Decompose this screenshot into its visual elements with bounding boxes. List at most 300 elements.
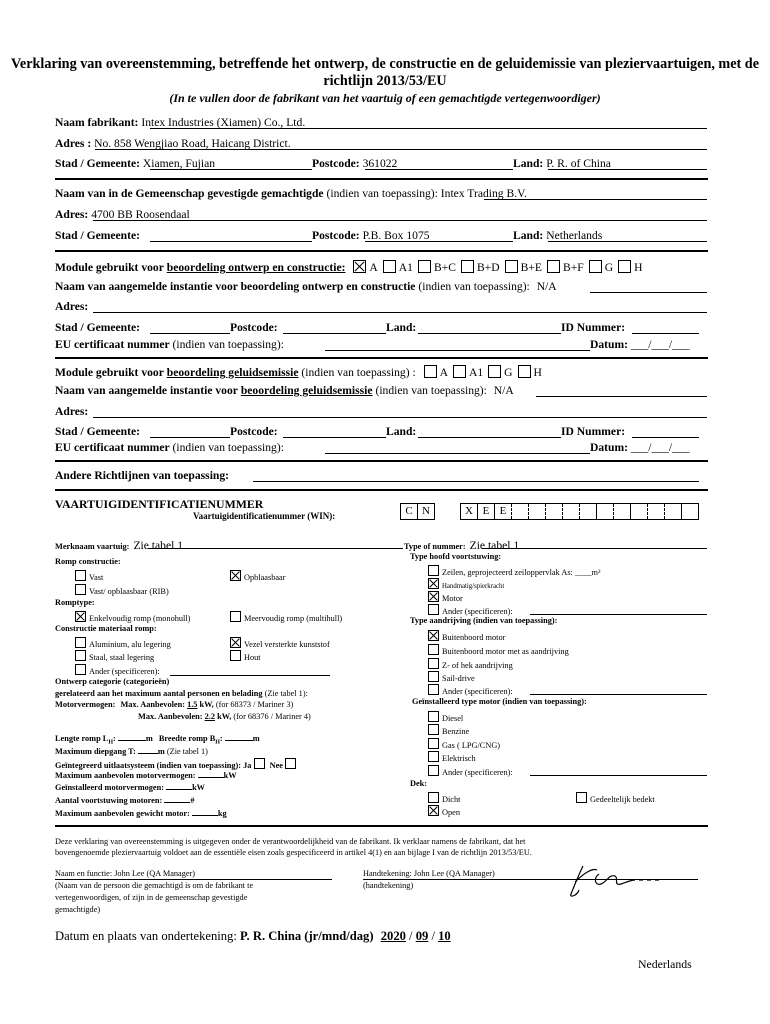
option-label: Handmatig/spierkracht	[442, 583, 505, 590]
representative-address-value[interactable]: 4700 BB Roosendaal	[91, 208, 190, 221]
noise-body-label-u: beoordeling geluidsemissie	[240, 384, 373, 397]
section-rule	[55, 178, 708, 180]
noise-date-value[interactable]: ___/___/___	[630, 441, 690, 454]
option-label: Vast/ opblaasbaar (RIB)	[89, 587, 169, 596]
num-engines-row	[55, 796, 194, 805]
section-rule	[55, 825, 708, 827]
checkbox[interactable]	[428, 604, 439, 615]
manufacturer-country-value[interactable]: P. R. of China	[546, 157, 611, 170]
noise-module-option-label: A	[439, 366, 448, 379]
option-label: Ander (specificeren):	[442, 607, 513, 616]
checkbox-checked[interactable]	[230, 637, 241, 648]
date-month[interactable]: 09	[415, 929, 429, 943]
representative-postcode-value[interactable]: P.B. Box 1075	[362, 229, 430, 242]
noise-id-label: ID Nummer:	[561, 425, 626, 438]
representative-city-row	[55, 229, 140, 242]
win-char[interactable]: E	[495, 504, 512, 519]
noise-cert-row	[55, 441, 284, 454]
noise-country-line	[418, 437, 561, 438]
engine-1-note: (for 68373 / Mariner 3)	[215, 700, 294, 709]
option-label: Gas ( LPG/CNG)	[442, 741, 501, 750]
date-day[interactable]: 10	[438, 929, 451, 943]
noise-module-row	[55, 365, 542, 379]
manufacturer-name-value[interactable]: Intex Industries (Xiamen) Co., Ltd.	[141, 116, 306, 129]
engine-2-unit: kW,	[217, 712, 232, 721]
checkbox[interactable]	[428, 565, 439, 576]
noise-body-label: Naam van aangemelde instantie voor	[55, 384, 238, 397]
design-module-option	[500, 261, 542, 274]
installed-engine-input[interactable]	[166, 789, 192, 790]
checkbox[interactable]	[428, 671, 439, 682]
other-directives-line	[253, 481, 699, 482]
checkbox-checked[interactable]	[230, 570, 241, 581]
material-label: Constructie materiaal romp:	[55, 624, 157, 633]
manufacturer-name-label: Naam fabrikant:	[55, 116, 139, 129]
declaration-line-1: Deze verklaring van overeenstemming is uitgegeven onder de verantwoordelijkheid van de fabrikant. Ik verklaar namens de fabrikant, dat het	[55, 837, 526, 846]
checkbox-checked[interactable]	[353, 260, 366, 273]
exhaust-label: Geïntegreerd uitlaatsysteem (indien van toepassing): Ja	[55, 761, 252, 770]
manufacturer-postcode-line	[365, 169, 513, 170]
date-place-label: Datum en plaats van ondertekening:	[55, 929, 237, 943]
design-body-label: Naam van aangemelde instantie voor beoordeling ontwerp en constructie	[55, 280, 416, 293]
win-char-empty[interactable]	[546, 504, 563, 519]
engine-2-value[interactable]: 2.2	[204, 712, 215, 721]
hull-type-mono	[75, 611, 190, 623]
option-label: Ander (specificeren):	[442, 768, 513, 777]
design-body-line	[590, 292, 707, 293]
win-char[interactable]: N	[422, 505, 430, 517]
option-label: Z- of hek aandrijving	[442, 661, 513, 670]
option-label: Hout	[244, 653, 261, 662]
checkbox[interactable]	[75, 570, 86, 581]
max-weight-label: Maximum aanbevolen gewicht motor:	[55, 809, 190, 818]
deck-open	[428, 805, 460, 817]
engine-diesel	[428, 711, 463, 723]
hull-option-rib	[75, 584, 169, 596]
drive-type-label: Type aandrijving (indien van toepassing):	[410, 616, 558, 625]
design-body-row	[55, 280, 557, 293]
win-char-empty[interactable]	[665, 504, 682, 519]
option-label: Benzine	[442, 727, 470, 736]
checkbox-checked[interactable]	[75, 611, 86, 622]
noise-id-line	[632, 437, 699, 438]
option-label: Ander (specificeren):	[89, 667, 160, 676]
option-label: Vast	[89, 573, 104, 582]
section-rule	[55, 250, 708, 252]
checkbox[interactable]	[576, 792, 587, 803]
design-module-option	[456, 261, 500, 274]
design-cert-line	[325, 350, 590, 351]
design-address-row	[55, 300, 88, 313]
design-module-label: Module gebruikt voor	[55, 261, 164, 274]
installed-engine-label: Geïnstalleerd motorvermogen:	[55, 783, 164, 792]
representative-city-label: Stad / Gemeente:	[55, 229, 141, 242]
manufacturer-address-label: Adres :	[55, 137, 92, 150]
max-persons-label: gerelateerd aan het maximum aantal personen en belading	[55, 689, 263, 698]
num-engines-input[interactable]	[164, 802, 190, 803]
language-label: Nederlands	[638, 957, 692, 971]
checkbox[interactable]	[461, 260, 474, 273]
propulsion-manual	[428, 578, 504, 590]
design-module-options	[348, 261, 642, 274]
beam-input[interactable]	[225, 740, 253, 741]
option-label: Buitenboord motor	[442, 633, 506, 642]
win-char-empty[interactable]	[529, 504, 546, 519]
material-other-line	[170, 675, 330, 676]
propulsion-motor	[428, 591, 463, 603]
noise-date-row	[590, 441, 690, 454]
length-sub: H	[108, 739, 113, 746]
brand-label: Merknaam vaartuig:	[55, 542, 130, 551]
max-weight-row	[55, 809, 227, 818]
material-steel	[75, 650, 154, 662]
design-module-option-label: H	[634, 261, 643, 274]
draught-row	[55, 747, 208, 756]
section-rule	[55, 460, 708, 462]
length-input[interactable]	[118, 740, 146, 741]
checkbox[interactable]	[428, 751, 439, 762]
noise-module-option-label: G	[504, 366, 513, 379]
propulsion-other-line	[530, 614, 707, 615]
option-label: Aluminium, alu legering	[89, 640, 171, 649]
material-fibre	[230, 637, 330, 649]
win-char-empty[interactable]	[614, 504, 631, 519]
noise-module-label-u: beoordeling geluidsemissie	[166, 366, 299, 379]
checkbox[interactable]	[428, 724, 439, 735]
max-persons-row	[55, 689, 308, 698]
checkbox[interactable]	[428, 658, 439, 669]
checkbox[interactable]	[383, 260, 396, 273]
noise-cert-line	[325, 453, 590, 454]
win-subtitle: Vaartuigidentificatienummer (WIN):	[193, 511, 336, 521]
design-module-option	[348, 261, 377, 274]
document-subtitle: (In te vullen door de fabrikant van het vaartuig of een gemachtigde vertegenwoordiger)	[169, 91, 601, 105]
win-title: VAARTUIGIDENTIFICATIENUMMER	[55, 497, 264, 511]
noise-module-option	[483, 366, 512, 379]
deck-closed	[428, 792, 460, 804]
noise-address-label: Adres:	[55, 405, 89, 418]
checkbox[interactable]	[428, 792, 439, 803]
engine-1-label: Max. Aanbevolen:	[120, 700, 185, 709]
noise-postcode-line	[283, 437, 386, 438]
checkbox[interactable]	[230, 650, 241, 661]
checkbox[interactable]	[424, 365, 437, 378]
noise-city-row	[55, 425, 140, 438]
win-char-empty[interactable]	[682, 504, 698, 519]
design-postcode-label: Postcode:	[230, 321, 278, 334]
max-engine-input[interactable]	[198, 777, 224, 778]
option-label: Meervoudig romp (multihull)	[244, 614, 343, 623]
hull-type-multi	[230, 611, 342, 623]
representative-name-note: (indien van toepassing):	[326, 187, 438, 200]
noise-module-option-label: A1	[469, 366, 484, 379]
engine-label: Motorvermogen:	[55, 700, 116, 709]
noise-date-label: Datum:	[590, 441, 628, 454]
propulsion-sail	[428, 565, 600, 577]
signatory-note-3: gemachtigde)	[55, 905, 101, 914]
win-char-empty[interactable]	[512, 504, 529, 519]
noise-body-value[interactable]: N/A	[493, 384, 514, 397]
design-module-option-label: B+D	[476, 261, 500, 274]
option-label: Dicht	[442, 795, 461, 804]
manufacturer-country-line	[548, 169, 707, 170]
engine-row-1	[55, 700, 293, 709]
engine-type-label: Geïnstalleerd type motor (indien van toepassing):	[412, 697, 587, 706]
checkbox-checked[interactable]	[428, 591, 439, 602]
noise-cert-note: (indien van toepassing):	[172, 441, 284, 454]
checkbox[interactable]	[488, 365, 501, 378]
win-char-empty[interactable]	[631, 504, 648, 519]
win-char-empty[interactable]	[648, 504, 665, 519]
draught-note: (Zie tabel 1)	[166, 747, 208, 756]
design-module-option-label: B+F	[562, 261, 584, 274]
noise-postcode-label: Postcode:	[230, 425, 278, 438]
representative-country-value[interactable]: Netherlands	[546, 229, 603, 242]
section-rule	[55, 489, 708, 491]
hull-option-inflatable	[230, 570, 285, 582]
deck-label: Dek:	[410, 779, 428, 788]
exhaust-row	[55, 758, 299, 770]
design-module-option-label: A1	[398, 261, 413, 274]
representative-postcode-label: Postcode:	[312, 229, 360, 242]
design-module-option	[542, 261, 584, 274]
draught-input[interactable]	[138, 753, 158, 754]
noise-address-row	[55, 405, 88, 418]
win-char[interactable]: X	[461, 504, 478, 519]
design-address-label: Adres:	[55, 300, 89, 313]
checkbox-checked[interactable]	[428, 578, 439, 589]
option-label: Motor	[442, 594, 463, 603]
option-label: Sail-drive	[442, 674, 475, 683]
option-label: Gedeeltelijk bedekt	[590, 795, 655, 804]
brand-value[interactable]: Zie tabel 1	[133, 539, 184, 552]
checkbox[interactable]	[75, 664, 86, 675]
installed-engine-unit: kW	[192, 783, 205, 792]
design-cert-note: (indien van toepassing):	[172, 338, 284, 351]
material-other	[75, 664, 160, 676]
noise-module-option	[513, 366, 542, 379]
design-city-label: Stad / Gemeente:	[55, 321, 141, 334]
checkbox[interactable]	[75, 650, 86, 661]
signatory-name-line[interactable]: Naam en functie: John Lee (QA Manager)	[55, 869, 196, 878]
design-city-row	[55, 321, 140, 334]
win-char-empty[interactable]	[563, 504, 580, 519]
design-module-option-label: G	[604, 261, 614, 274]
drive-sail	[428, 671, 475, 683]
deck-partial	[576, 792, 655, 804]
engine-2-label: Max. Aanbevolen:	[138, 712, 203, 721]
max-persons-note: (Zie tabel 1):	[264, 689, 308, 698]
noise-country-label: Land:	[386, 425, 417, 438]
noise-body-note: (indien van toepassing):	[375, 384, 487, 397]
option-label: Zeilen, geprojecteerd zeiloppervlak As: ____m²	[442, 568, 601, 577]
manufacturer-city-line	[150, 169, 312, 170]
brand-line	[148, 548, 403, 549]
design-cert-row	[55, 338, 284, 351]
design-module-option	[584, 261, 613, 274]
installed-engine-row	[55, 783, 205, 792]
manufacturer-address-value[interactable]: No. 858 Wengjiao Road, Haicang District.	[94, 137, 291, 150]
other-directives-label: Andere Richtlijnen van toepassing:	[55, 469, 230, 482]
date-year[interactable]: 2020	[380, 929, 406, 943]
engine-1-unit: kW,	[199, 700, 214, 709]
design-module-option	[613, 261, 642, 274]
length-label: Lengte romp L	[55, 734, 109, 743]
win-char-empty[interactable]	[580, 504, 597, 519]
noise-module-note: (indien van toepassing) :	[301, 366, 416, 379]
date-place-place: P. R. China (jr/mnd/dag)	[240, 929, 374, 943]
checkbox[interactable]	[418, 260, 431, 273]
design-date-row	[590, 338, 690, 351]
engine-other	[428, 765, 513, 777]
representative-name-row	[55, 187, 527, 200]
signatory-name-rule	[55, 879, 332, 880]
manufacturer-address-line	[95, 149, 707, 150]
win-char-empty[interactable]	[597, 504, 614, 519]
material-aluminium	[75, 637, 171, 649]
engine-other-line	[530, 775, 707, 776]
checkbox[interactable]	[75, 584, 86, 595]
option-label: Elektrisch	[442, 754, 476, 763]
design-body-note: (indien van toepassing):	[418, 280, 530, 293]
design-address-line	[93, 312, 707, 313]
engine-1-value[interactable]: 1.5	[187, 700, 198, 709]
design-id-label: ID Nummer:	[561, 321, 626, 334]
win-char[interactable]: E	[478, 504, 495, 519]
design-module-label-u: beoordeling ontwerp en constructie:	[166, 261, 346, 274]
noise-module-option	[419, 366, 448, 379]
signature-line[interactable]: Handtekening: John Lee (QA Manager)	[363, 869, 495, 878]
checkbox[interactable]	[589, 260, 602, 273]
max-engine-unit: kW	[223, 771, 237, 780]
design-body-value[interactable]: N/A	[536, 280, 557, 293]
draught-unit: m	[157, 747, 165, 756]
option-label: Diesel	[442, 714, 464, 723]
engine-gas	[428, 738, 500, 750]
drive-other	[428, 684, 513, 696]
checkbox[interactable]	[428, 765, 439, 776]
engine-2-note: (for 68376 / Mariner 4)	[233, 712, 311, 721]
design-module-option-label: B+C	[433, 261, 456, 274]
signature-note: (handtekening)	[363, 881, 414, 890]
noise-module-label: Module gebruikt voor	[55, 366, 164, 379]
noise-body-line	[536, 396, 707, 397]
design-module-option-label: A	[369, 261, 378, 274]
checkbox[interactable]	[518, 365, 531, 378]
representative-country-line	[548, 241, 707, 242]
drive-z	[428, 658, 513, 670]
drive-other-line	[530, 694, 707, 695]
declaration-line-2: bovengenoemde pleziervaartuig voldoet aan de essentiële eisen zoals gespecificeerd in artikel 4(1) en aan bijlage I van de richtlijn 2013/53/EU.	[55, 848, 532, 857]
design-module-row	[55, 260, 642, 274]
representative-country-label: Land:	[513, 229, 544, 242]
type-value[interactable]: Zie tabel 1	[469, 539, 520, 552]
signatory-note-1: (Naam van de persoon die gemachtigd is om de fabrikant te	[55, 881, 254, 890]
manufacturer-name-line	[150, 128, 707, 129]
checkbox-checked[interactable]	[428, 805, 439, 816]
noise-body-row	[55, 384, 514, 397]
option-label: Ander (specificeren):	[442, 687, 513, 696]
draught-label: Maximum diepgang T:	[55, 747, 136, 756]
noise-city-label: Stad / Gemeente:	[55, 425, 141, 438]
manufacturer-postcode-value[interactable]: 361022	[362, 157, 398, 170]
checkbox[interactable]	[505, 260, 518, 273]
noise-module-option	[448, 366, 483, 379]
checkbox[interactable]	[75, 637, 86, 648]
design-date-label: Datum:	[590, 338, 628, 351]
date-place-row: Datum en plaats van ondertekening: P. R. China (jr/mnd/dag) 2020 / 09 / 10	[55, 929, 451, 943]
representative-city-line	[150, 241, 312, 242]
checkbox[interactable]	[230, 611, 241, 622]
design-module-option	[413, 261, 456, 274]
design-module-option-label: B+E	[520, 261, 542, 274]
design-country-line	[418, 333, 561, 334]
design-postcode-line	[283, 333, 386, 334]
propulsion-other	[428, 604, 513, 616]
max-engine-label: Maximum aanbevolen motorvermogen:	[55, 771, 196, 780]
exhaust-no-label: Nee	[269, 761, 283, 770]
representative-name-label: Naam van in de Gemeenschap gevestigde gemachtigde	[55, 187, 324, 200]
exhaust-no-checkbox[interactable]	[285, 758, 296, 769]
beam-label: Breedte romp B	[158, 734, 216, 743]
drive-outboard	[428, 630, 505, 642]
hull-type-label: Romptype:	[55, 598, 95, 607]
manufacturer-city-value[interactable]: Xiamen, Fujian	[142, 157, 216, 170]
win-group-2	[460, 503, 699, 520]
type-line	[482, 548, 707, 549]
representative-address-line	[93, 220, 707, 221]
length-beam-row: Lengte romp $L_H$: m Breedte romp $B_H$: m	[55, 734, 260, 746]
propulsion-type-label: Type hoofd voortstuwing:	[410, 552, 502, 561]
checkbox[interactable]	[547, 260, 560, 273]
design-date-value[interactable]: ___/___/___	[630, 338, 690, 351]
representative-name-line	[484, 199, 707, 200]
manufacturer-country-label: Land:	[513, 157, 544, 170]
design-category-label: Ontwerp categorie (categorieën)	[55, 677, 170, 686]
design-country-label: Land:	[386, 321, 417, 334]
option-label: Vezel versterkte kunststof	[244, 640, 330, 649]
checkbox[interactable]	[428, 644, 439, 655]
beam-sub: H	[215, 739, 220, 746]
max-weight-unit: kg	[217, 809, 227, 818]
checkbox-checked[interactable]	[428, 630, 439, 641]
checkbox[interactable]	[618, 260, 631, 273]
checkbox[interactable]	[428, 738, 439, 749]
checkbox[interactable]	[428, 711, 439, 722]
checkbox[interactable]	[428, 684, 439, 695]
checkbox[interactable]	[453, 365, 466, 378]
hull-construction-label: Romp constructie:	[55, 557, 121, 566]
exhaust-yes-checkbox[interactable]	[254, 758, 265, 769]
handwritten-signature	[563, 860, 683, 900]
noise-address-line	[93, 417, 707, 418]
representative-postcode-line	[365, 241, 513, 242]
num-engines-unit: #	[190, 796, 195, 805]
hull-option-vast	[75, 570, 103, 582]
beam-unit: m	[252, 734, 260, 743]
signatory-note-2: vertegenwoordigen, of zijn in de gemeenschap gevestigde	[55, 893, 248, 902]
max-weight-input[interactable]	[192, 815, 218, 816]
design-module-option	[378, 261, 413, 274]
material-wood	[230, 650, 261, 662]
win-group-1	[400, 503, 435, 520]
max-engine-row	[55, 771, 237, 780]
design-city-line	[150, 333, 230, 334]
representative-name-value[interactable]: Intex Trading B.V.	[440, 187, 527, 200]
noise-cert-label: EU certificaat nummer	[55, 441, 170, 454]
design-cert-label: EU certificaat nummer	[55, 338, 170, 351]
win-char[interactable]: C	[401, 504, 418, 519]
